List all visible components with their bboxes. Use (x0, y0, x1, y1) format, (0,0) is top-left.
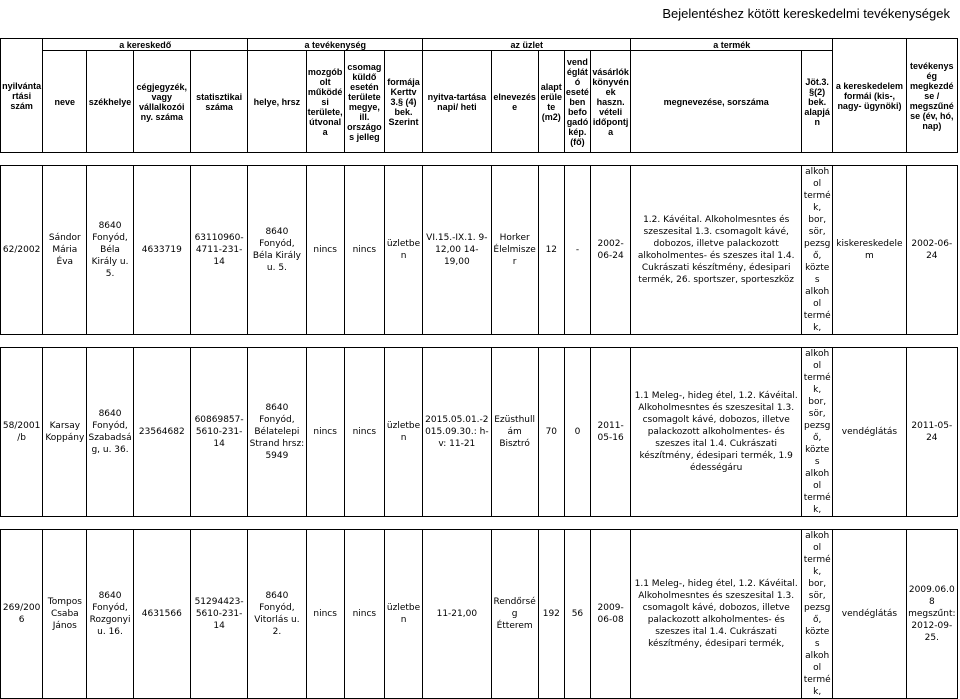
spacer-row (1, 153, 958, 166)
header-registry-no: nyilvántartási szám (1, 39, 43, 153)
cell-company-reg: 23564682 (133, 348, 190, 517)
cell-seat: 8640 Fonyód, Szabadság, u. 36. (87, 348, 133, 517)
cell-opening: VI.15.-IX.1. 9-12,00 14-19,00 (423, 166, 491, 335)
cell-mobile: nincs (306, 166, 344, 335)
spacer-row (1, 335, 958, 348)
cell-area: 12 (538, 166, 564, 335)
header-area: alapterülete (m2) (538, 51, 564, 153)
header-mobile: mozgóbolt működési területe, útvonala (306, 51, 344, 153)
header-company-reg: cégjegyzék, vagy vállalkozói ny. száma (133, 51, 190, 153)
header-place: helye, hrsz (248, 51, 306, 153)
cell-registry-no: 62/2002 (1, 166, 43, 335)
cell-consumer-book: 2009-06-08 (591, 530, 631, 699)
cell-jot: alkohol termék, bor, sör, pezsgő, köztes alkohol termék, (802, 348, 833, 517)
table-row (1, 348, 958, 517)
table-row (1, 166, 958, 335)
cell-seat: 8640 Fonyód, Rozgonyi u. 16. (87, 530, 133, 699)
header-stat-no: statisztikai száma (190, 51, 247, 153)
cell-package: nincs (344, 530, 384, 699)
cell-start: 2002-06-24 (906, 166, 957, 335)
cell-place: 8640 Fonyód, Vitorlás u. 2. (248, 530, 306, 699)
spacer-row (1, 517, 958, 530)
header-product-name: megnevezése, sorszáma (631, 51, 802, 153)
cell-form: üzletben (384, 166, 422, 335)
header-group-shop: az üzlet (423, 39, 631, 51)
header-group-activity: a tevékenység (248, 39, 423, 51)
cell-company-reg: 4631566 (133, 530, 190, 699)
cell-mobile: nincs (306, 348, 344, 517)
cell-trade-form: kiskereskedelem (833, 166, 906, 335)
header-column-row (1, 51, 958, 153)
header-seats: vendéglátó esetében befogadó kép. (fő) (564, 51, 590, 153)
cell-company-reg: 4633719 (133, 166, 190, 335)
header-jot: Jöt.3.§(2) bek. alapján (802, 51, 833, 153)
registry-table (0, 38, 958, 699)
cell-stat-no: 63110960-4711-231-14 (190, 166, 247, 335)
table-row (1, 530, 958, 699)
cell-seats: 0 (564, 348, 590, 517)
cell-package: nincs (344, 166, 384, 335)
header-trade-form: a kereskedelem formái (kis-, nagy- ügynöki) (833, 39, 906, 153)
cell-seat: 8640 Fonyód, Béla Király u. 5. (87, 166, 133, 335)
cell-shop-name: Ezüsthullám Bisztró (491, 348, 538, 517)
cell-registry-no: 269/2006 (1, 530, 43, 699)
cell-name: Sándor Mária Éva (43, 166, 87, 335)
header-group-product: a termék (631, 39, 833, 51)
header-start: tevékenység megkezdése / megszűnése (év, hó, nap) (906, 39, 957, 153)
cell-form: üzletben (384, 348, 422, 517)
cell-package: nincs (344, 348, 384, 517)
page-title: Bejelentéshez kötött kereskedelmi tevékenységek (662, 6, 950, 21)
cell-area: 70 (538, 348, 564, 517)
header-opening: nyitva-tartása napi/ heti (423, 51, 491, 153)
header-group-trader: a kereskedő (43, 39, 248, 51)
header-seat: székhelye (87, 51, 133, 153)
cell-jot: alkohol termék, bor, sör, pezsgő, köztes alkohol termék, (802, 530, 833, 699)
cell-place: 8640 Fonyód, Bélatelepi Strand hrsz: 5949 (248, 348, 306, 517)
cell-name: Tompos Csaba János (43, 530, 87, 699)
cell-start: 2009.06.08 megszűnt: 2012-09-25. (906, 530, 957, 699)
header-package: csomagküldő esetén területe megye, ill. országos jelleg (344, 51, 384, 153)
cell-opening: 11-21,00 (423, 530, 491, 699)
cell-form: üzletben (384, 530, 422, 699)
cell-shop-name: Horker Élelmiszer (491, 166, 538, 335)
header-form: formája Kerttv 3.§ (4) bek. Szerint (384, 51, 422, 153)
cell-trade-form: vendéglátás (833, 348, 906, 517)
header-shop-name: elnevezése (491, 51, 538, 153)
cell-product-name: 1.1 Meleg-, hideg étel, 1.2. Kávéital. Alkoholmesntes és szeszesital 1.3. csomagolt kávé, dobozos, illetve palackozott alkoholmentes- és szeszes ital 1.4. Cukrászati készítmény, édesipari termék, 1.9 édességáru (631, 348, 802, 517)
cell-jot: alkohol termék, bor, sör, pezsgő, köztes alkohol termék, (802, 166, 833, 335)
cell-product-name: 1.1 Meleg-, hideg étel, 1.2. Kávéital. Alkoholmesntes és szeszesital 1.3. csomagolt kávé, dobozos, illetve palackozott alkoholmentes- és szeszes ital 1.4. Cukrászati készítmény, édesipari termék, (631, 530, 802, 699)
cell-start: 2011-05-24 (906, 348, 957, 517)
cell-consumer-book: 2011-05-16 (591, 348, 631, 517)
cell-product-name: 1.2. Kávéital. Alkoholmesntes és szeszesital 1.3. csomagolt kávé, dobozos, illetve palackozott alkoholmentes- és szeszes ital 1.4. Cukrászati készítmény, édesipari termék, 26. sportszer, sporteszköz (631, 166, 802, 335)
cell-place: 8640 Fonyód, Béla Király u. 5. (248, 166, 306, 335)
cell-opening: 2015.05.01.-2015.09.30.: h-v: 11-21 (423, 348, 491, 517)
cell-consumer-book: 2002-06-24 (591, 166, 631, 335)
cell-area: 192 (538, 530, 564, 699)
cell-stat-no: 60869857-5610-231-14 (190, 348, 247, 517)
cell-trade-form: vendéglátás (833, 530, 906, 699)
cell-seats: - (564, 166, 590, 335)
cell-name: Karsay Koppány (43, 348, 87, 517)
header-name: neve (43, 51, 87, 153)
cell-shop-name: Rendőrség Étterem (491, 530, 538, 699)
cell-stat-no: 51294423-5610-231-14 (190, 530, 247, 699)
cell-mobile: nincs (306, 530, 344, 699)
header-group-row (1, 39, 958, 51)
header-consumer-book: vásárlók könyvének haszn. vételi időpontja (591, 51, 631, 153)
cell-registry-no: 58/2001/b (1, 348, 43, 517)
cell-seats: 56 (564, 530, 590, 699)
